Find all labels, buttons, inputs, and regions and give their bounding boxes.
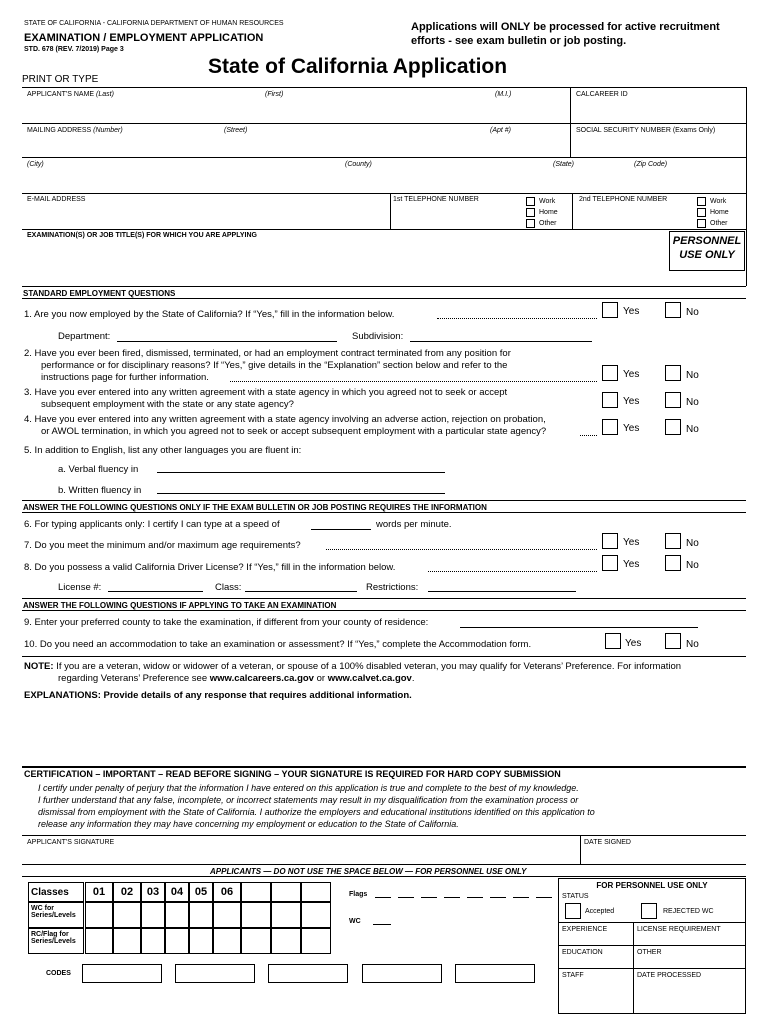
question-4a: 4. Have you ever entered into any written agreement with a state agency involving an adverse action, rejection on probation, [24, 414, 546, 425]
other-label: OTHER [637, 949, 662, 956]
tel1-other-label: Other [539, 220, 557, 227]
form-number: STD. 678 (REV. 7/2019) Page 3 [24, 46, 124, 53]
rc-series-label: RC/Flag for Series/Levels [28, 928, 84, 954]
zip-label: (Zip Code) [634, 161, 668, 168]
notice: Applications will ONLY be processed for active recruitment efforts - see exam bulletin or job posting. [411, 21, 720, 47]
date-signed-label: DATE SIGNED [584, 839, 631, 846]
preferred-county-input[interactable] [460, 627, 698, 628]
tel2-other-checkbox[interactable] [697, 219, 706, 228]
q1-yes-label: Yes [623, 306, 640, 317]
standard-questions-header: STANDARD EMPLOYMENT QUESTIONS [23, 289, 176, 298]
first-name-label: (First) [265, 91, 284, 98]
q3-yes-checkbox[interactable] [602, 392, 618, 408]
tel1-input[interactable] [393, 206, 521, 226]
q4-yes-checkbox[interactable] [602, 419, 618, 435]
question-5: 5. In addition to English, list any other languages you are fluent in: [24, 445, 302, 456]
mi-label: (M.I.) [495, 91, 512, 98]
q2-yes-checkbox[interactable] [602, 365, 618, 381]
apt-label: (Apt #) [490, 127, 512, 134]
code-box-5[interactable] [455, 964, 535, 983]
calcareers-link[interactable]: www.calcareers.ca.gov [209, 673, 314, 684]
tel2-label: 2nd TELEPHONE NUMBER [579, 196, 668, 203]
staff-label: STAFF [562, 972, 584, 979]
question-10: 10. Do you need an accommodation to take an examination or assessment? If “Yes,” complete the Accommodation form. [24, 639, 532, 650]
q4-no-label: No [686, 424, 699, 435]
code-box-1[interactable] [82, 964, 162, 983]
q3-no-label: No [686, 397, 699, 408]
wc-series-label: WC for Series/Levels [28, 902, 84, 928]
question-2b: performance or for disciplinary reasons? If “Yes,” give details in the “Explanation” section below and refer to the [41, 360, 508, 371]
email-label: E-MAIL ADDRESS [27, 196, 86, 203]
calcareer-id-label: CALCAREER ID [576, 91, 628, 98]
city-state-zip-input[interactable] [24, 170, 744, 190]
class-col-01: 01 [85, 882, 113, 902]
q2-no-label: No [686, 370, 699, 381]
typing-speed-input[interactable] [311, 529, 371, 530]
calcareer-id-input[interactable] [574, 100, 744, 120]
verbal-fluency-label: a. Verbal fluency in [58, 464, 139, 475]
license-req-label: LICENSE REQUIREMENT [637, 926, 721, 933]
certification-text: I certify under penalty of perjury that the information I have entered on this application is true and complete to the best of my knowledge. I further understand that any false, incomplete, or incorrect statements may result in my disqualification from the examination process or dismissal from employment with the State of California. I authorize the employers and educational institutions identified on this application to release any information they may have concerning my employment or education to the State of California. [38, 783, 595, 829]
question-8: 8. Do you possess a valid California Driver License? If “Yes,” fill in the information below. [24, 562, 396, 573]
accepted-checkbox[interactable] [565, 903, 581, 919]
flags-label: Flags [349, 891, 368, 898]
class-col-05: 05 [189, 882, 213, 902]
personnel-use-only-label: PERSONNEL USE ONLY [672, 235, 742, 261]
department-label: Department: [58, 331, 111, 342]
experience-label: EXPERIENCE [562, 926, 608, 933]
question-1: 1. Are you now employed by the State of California? If “Yes,” fill in the information below. [24, 309, 395, 320]
date-signed-input[interactable] [584, 848, 744, 862]
signature-label: APPLICANT'S SIGNATURE [27, 839, 115, 846]
question-7: 7. Do you meet the minimum and/or maximum age requirements? [24, 540, 301, 551]
state-label: (State) [553, 161, 575, 168]
wc-label: WC [349, 918, 361, 925]
city-label: (City) [27, 161, 44, 168]
q8-yes-checkbox[interactable] [602, 555, 618, 571]
license-label: License #: [58, 582, 102, 593]
q7-yes-label: Yes [623, 537, 640, 548]
q4-no-checkbox[interactable] [665, 419, 681, 435]
q3-no-checkbox[interactable] [665, 392, 681, 408]
q10-no-label: No [686, 639, 699, 650]
mailing-address-input[interactable] [24, 136, 568, 156]
class-col-04: 04 [165, 882, 189, 902]
q8-no-label: No [686, 560, 699, 571]
q4-yes-label: Yes [623, 423, 640, 434]
rejected-checkbox[interactable] [641, 903, 657, 919]
q7-no-label: No [686, 538, 699, 549]
code-box-4[interactable] [362, 964, 442, 983]
question-6a: 6. For typing applicants only: I certify I can type at a speed of [24, 519, 280, 530]
tel2-work-label: Work [710, 198, 727, 205]
mailing-address-label: MAILING ADDRESS (Number) [27, 127, 123, 134]
classes-label: Classes [28, 882, 84, 902]
personnel-banner: APPLICANTS — DO NOT USE THE SPACE BELOW — FOR PERSONNEL USE ONLY [210, 867, 527, 876]
code-box-2[interactable] [175, 964, 255, 983]
exam-titles-input[interactable] [24, 242, 664, 284]
class-label: Class: [215, 582, 242, 593]
q1-yes-checkbox[interactable] [602, 302, 618, 318]
date-processed-label: DATE PROCESSED [637, 972, 702, 979]
agency-line: STATE OF CALIFORNIA - CALIFORNIA DEPARTMENT OF HUMAN RESOURCES [24, 20, 284, 27]
take-exam-header: ANSWER THE FOLLOWING QUESTIONS IF APPLYING TO TAKE AN EXAMINATION [23, 601, 337, 610]
code-box-3[interactable] [268, 964, 348, 983]
question-3a: 3. Have you ever entered into any written agreement with a state agency in which you agreed not to seek or accept [24, 387, 508, 398]
ssn-input[interactable] [574, 136, 744, 156]
class-input[interactable] [245, 591, 357, 592]
form-title: EXAMINATION / EMPLOYMENT APPLICATION [24, 32, 264, 44]
tel1-label: 1st TELEPHONE NUMBER [393, 196, 479, 203]
calvet-link[interactable]: www.calvet.ca.gov [327, 673, 412, 684]
email-input[interactable] [24, 206, 388, 226]
class-col-03: 03 [141, 882, 165, 902]
q1-no-label: No [686, 307, 699, 318]
question-2a: 2. Have you ever been fired, dismissed, terminated, or had an employment contract terminated from any position for [24, 348, 511, 359]
applicant-name-input[interactable] [24, 100, 568, 120]
tel1-home-label: Home [539, 209, 558, 216]
exam-bulletin-header: ANSWER THE FOLLOWING QUESTIONS ONLY IF THE EXAM BULLETIN OR JOB POSTING REQUIRES THE INFORMATION [23, 503, 487, 512]
q7-no-checkbox[interactable] [665, 533, 681, 549]
question-2c: instructions page for further information. [41, 372, 209, 383]
written-fluency-label: b. Written fluency in [58, 485, 142, 496]
street-label: (Street) [224, 127, 248, 134]
tel1-other-checkbox[interactable] [526, 219, 535, 228]
tel1-home-checkbox[interactable] [526, 208, 535, 217]
signature-input[interactable] [24, 848, 576, 862]
question-4b: or AWOL termination, in which you agreed not to seek or accept subsequent employment with a particular state agency? [41, 426, 547, 437]
education-label: EDUCATION [562, 949, 603, 956]
tel2-work-checkbox[interactable] [697, 197, 706, 206]
ssn-label: SOCIAL SECURITY NUMBER (Exams Only) [576, 127, 716, 134]
department-input[interactable] [117, 341, 337, 342]
license-input[interactable] [108, 591, 203, 592]
tel1-work-label: Work [539, 198, 556, 205]
q8-no-checkbox[interactable] [665, 555, 681, 571]
explanations-label: EXPLANATIONS: Provide details of any response that requires additional information. [24, 690, 412, 701]
question-9: 9. Enter your preferred county to take the examination, if different from your county of residence: [24, 617, 429, 628]
q10-yes-checkbox[interactable] [605, 633, 621, 649]
tel1-work-checkbox[interactable] [526, 197, 535, 206]
veterans-note: NOTE: If you are a veteran, widow or widower of a veteran, or spouse of a 100% disabled veteran, you may qualify for Veterans’ Preference. For information regarding Veterans’ Preference see www.calcareers.ca.gov or www.calvet.ca.gov. [24, 661, 682, 684]
class-col-02: 02 [113, 882, 141, 902]
q2-yes-label: Yes [623, 369, 640, 380]
q10-yes-label: Yes [625, 638, 642, 649]
codes-label: CODES [46, 970, 71, 977]
tel2-home-checkbox[interactable] [697, 208, 706, 217]
q7-yes-checkbox[interactable] [602, 533, 618, 549]
restrictions-label: Restrictions: [366, 582, 419, 593]
main-title: State of California Application [208, 55, 508, 78]
subdivision-label: Subdivision: [352, 331, 404, 342]
print-or-type: PRINT OR TYPE [22, 74, 99, 85]
q1-no-checkbox[interactable] [665, 302, 681, 318]
q3-yes-label: Yes [623, 396, 640, 407]
exam-titles-label: EXAMINATION(S) OR JOB TITLE(S) FOR WHICH YOU ARE APPLYING [27, 232, 257, 239]
restrictions-input[interactable] [428, 591, 576, 592]
q8-yes-label: Yes [623, 559, 640, 570]
written-fluency-input[interactable] [157, 493, 445, 494]
rejected-label: REJECTED WC [663, 908, 714, 915]
status-label: STATUS [562, 893, 589, 900]
question-6b: words per minute. [376, 519, 452, 530]
explanations-input[interactable] [24, 704, 746, 764]
question-3b: subsequent employment with the state or any state agency? [41, 399, 294, 410]
tel2-other-label: Other [710, 220, 728, 227]
verbal-fluency-input[interactable] [157, 472, 445, 473]
applicant-name-label: APPLICANT'S NAME (Last) [27, 91, 114, 98]
class-col-06: 06 [213, 882, 241, 902]
q10-no-checkbox[interactable] [665, 633, 681, 649]
certification-header: CERTIFICATION – IMPORTANT – READ BEFORE SIGNING – YOUR SIGNATURE IS REQUIRED FOR HARD COPY SUBMISSION [24, 769, 561, 779]
tel2-input[interactable] [576, 206, 694, 226]
county-label: (County) [345, 161, 372, 168]
fpuo-label: FOR PERSONNEL USE ONLY [596, 881, 708, 890]
accepted-label: Accepted [585, 908, 615, 915]
q2-no-checkbox[interactable] [665, 365, 681, 381]
subdivision-input[interactable] [410, 341, 592, 342]
tel2-home-label: Home [710, 209, 729, 216]
